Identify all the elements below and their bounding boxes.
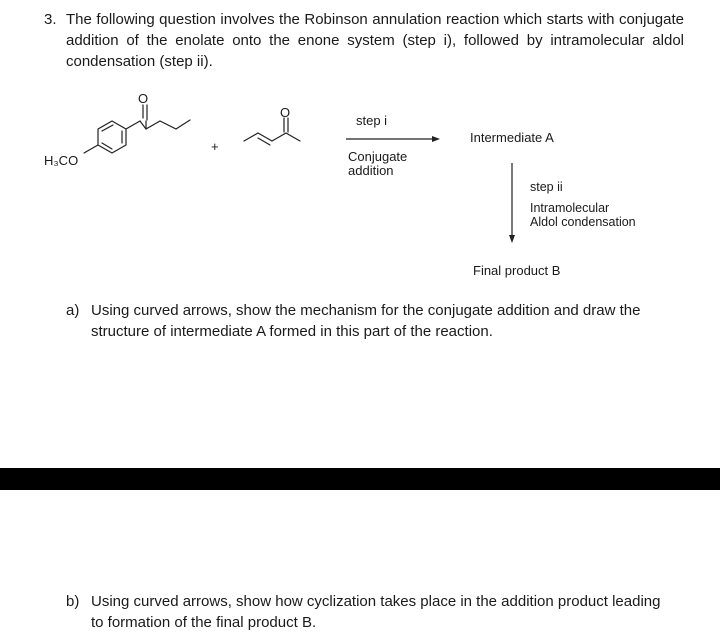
enone-bond-3 [286,133,300,141]
plus-sign: + [211,139,219,154]
intermediate-a-label: Intermediate A [470,130,554,145]
chain-bond-2 [140,121,146,129]
chain-bond-5 [160,121,176,129]
ketone-oxygen-label: O [138,91,149,106]
part-b-letter: b) [66,593,80,610]
black-bar [0,468,720,490]
step1-desc-line2: addition [348,163,394,178]
enone-oxygen-label: O [280,105,291,120]
question-text: The following question involves the Robinson annulation reaction which starts with conjugate addition of the enolate onto the enone system (step i), followed by intramolecular aldol condensation (step ii). [66,11,684,70]
step2-desc-line2: Aldol condensation [530,215,636,229]
methoxy-bond [84,145,98,153]
enone-bond-2 [272,133,286,141]
step2-arrow [509,163,515,243]
question-number: 3. [44,11,57,28]
final-product-b-label: Final product B [473,263,561,278]
enone-bond-1 [244,133,258,141]
step1-label: step i [356,113,388,128]
methoxy-label: H₃CO [44,153,79,168]
step1-desc-line1: Conjugate [348,149,408,164]
chain-bond-3 [146,121,160,129]
step1-arrow [346,136,440,142]
chain-bond-6 [176,120,190,129]
part-a-text: Using curved arrows, show the mechanism for the conjugate addition and draw the structure of intermediate A formed in this part of the reaction. [91,302,641,340]
part-a-letter: a) [66,302,80,319]
step2-desc-line1: Intramolecular [530,201,610,215]
chain-bond-1 [126,121,140,129]
part-a [66,300,666,342]
step2-label: step ii [530,180,563,194]
part-b-text: Using curved arrows, show how cyclization takes place in the addition product leading to formation of the final product B. [91,593,661,631]
part-b [66,591,676,633]
